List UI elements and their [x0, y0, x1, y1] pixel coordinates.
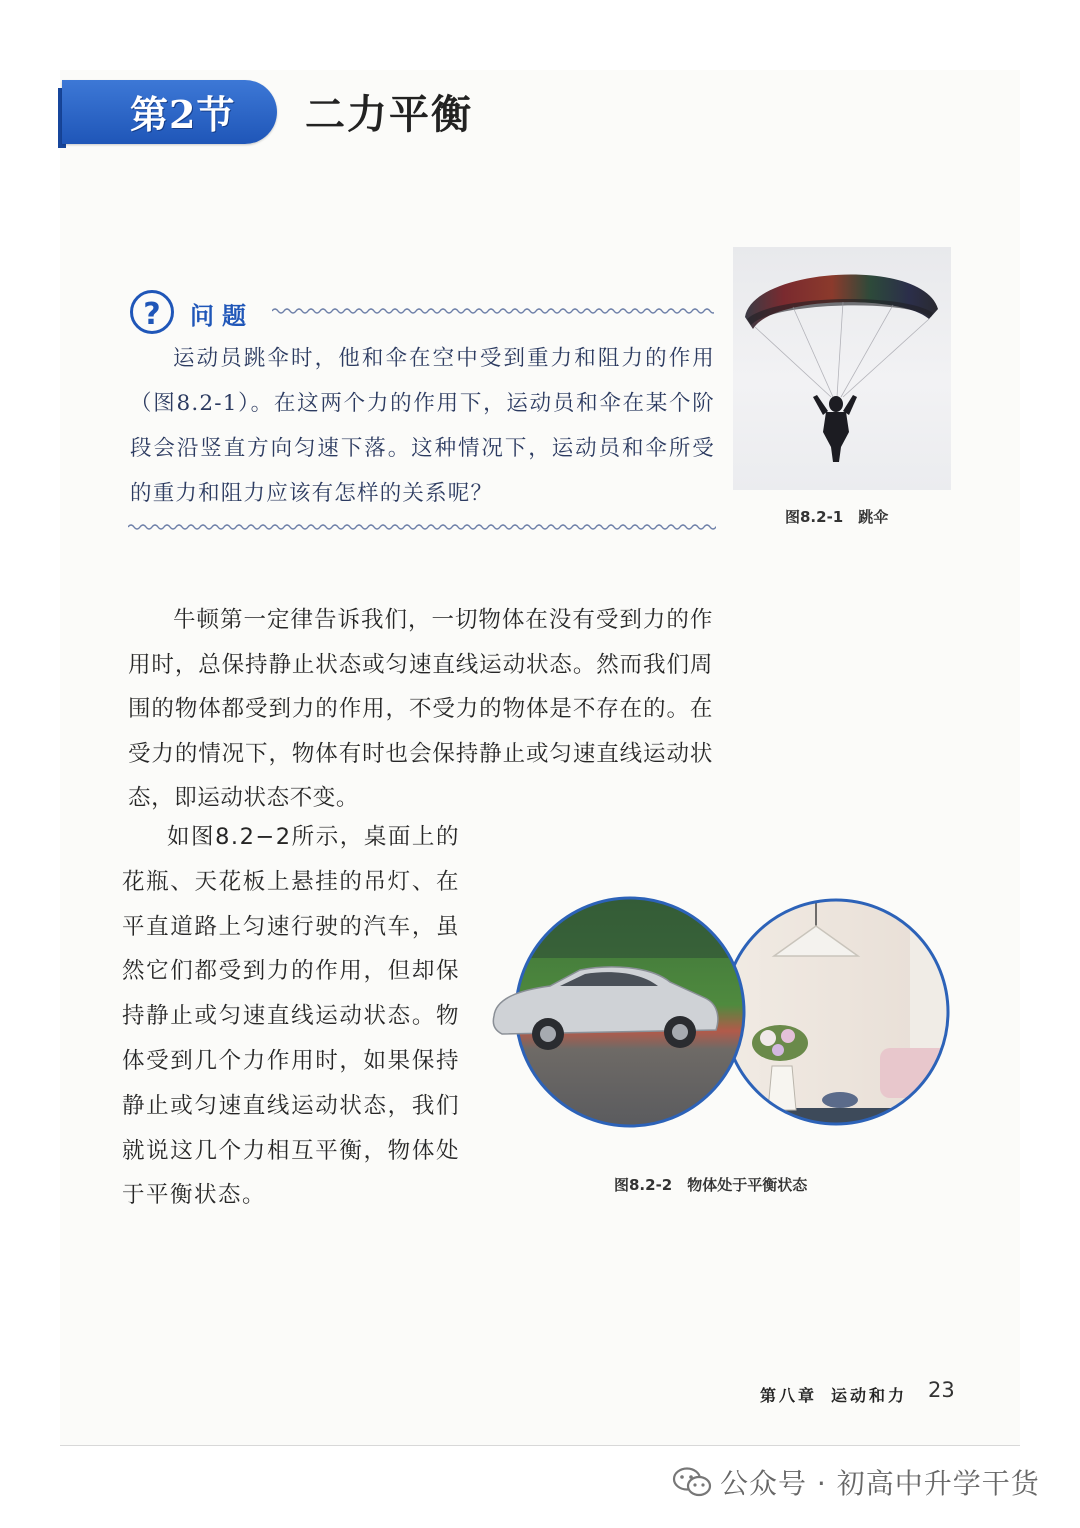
figure-caption-8-2-2: 图8.2-2 物体处于平衡状态 [614, 1176, 808, 1194]
page-number: 23 [928, 1378, 955, 1402]
wavy-divider-bottom [128, 522, 716, 532]
equilibrium-photos [490, 878, 960, 1150]
wavy-divider-top [272, 306, 714, 316]
watermark-text: 公众号 · 初高中升学干货 [720, 1467, 1040, 1500]
parachutist-illustration [733, 247, 951, 490]
section-number: 第2节 [130, 92, 236, 137]
wechat-watermark [672, 1462, 1040, 1502]
parachute-photo [733, 247, 951, 490]
chapter-title: 运动和力 [831, 1386, 908, 1405]
body-paragraph-2: 如图8.2−2所示，桌面上的花瓶、天花板上悬挂的吊灯、在平直道路上匀速行驶的汽车，虽然它们都受到力的作用，但却保持静止或匀速直线运动状态。物体受到几个力作用时，如果保持静止或匀速直线运动状态，我们就说这几个力相互平衡，物体处于平衡状态。 [122, 824, 460, 1209]
problem-label: 问题 [190, 302, 254, 330]
wechat-icon [672, 1466, 712, 1498]
problem-text: 运动员跳伞时，他和伞在空中受到重力和阻力的作用（图8.2-1）。在这两个力的作用下，运动员和伞在某个阶段会沿竖直方向匀速下落。这种情况下，运动员和伞所受的重力和阻力应该有怎样的关系呢？ [130, 346, 715, 506]
chapter-footer [760, 1383, 907, 1406]
section-title: 二力平衡 [305, 92, 473, 138]
body-paragraph-1: 牛顿第一定律告诉我们，一切物体在没有受到力的作用时，总保持静止状态或匀速直线运动状态。然而我们周围的物体都受到力的作用，不受力的物体是不存在的。在受力的情况下，物体有时也会保持静止或匀速直线运动状态，即运动状态不变。 [128, 607, 713, 811]
chapter-number: 第八章 [760, 1386, 818, 1405]
figure-caption-8-2-1: 图8.2-1 跳伞 [785, 508, 889, 526]
question-icon: ? [130, 290, 174, 334]
